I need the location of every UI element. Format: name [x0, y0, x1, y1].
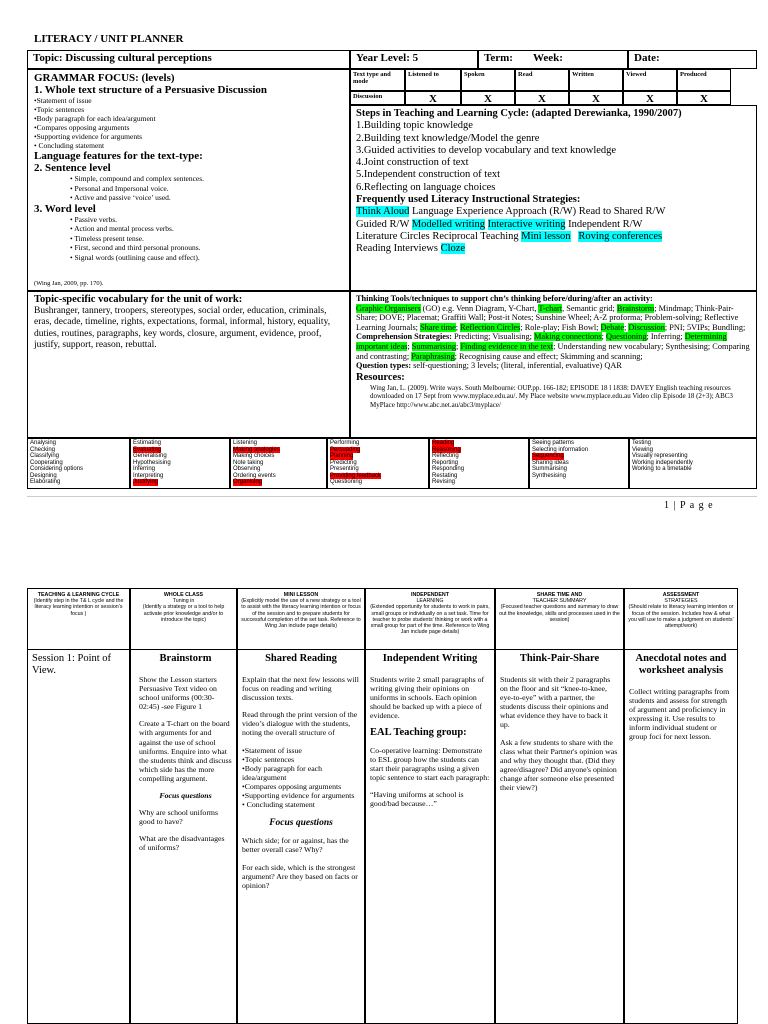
skill-item: Cooperating [30, 459, 63, 466]
header-line: ASSESSMENT [662, 592, 700, 598]
comprehension-text [356, 332, 751, 361]
matrix-header: Read [515, 69, 569, 91]
skill-item: Working independently [632, 459, 693, 466]
word-level-item: • Passive verbs. [70, 214, 117, 224]
resources-heading: Resources: [356, 371, 405, 383]
skill-item: Note taking [233, 459, 264, 466]
session-cell [27, 650, 130, 1024]
matrix-header: Listened to [405, 69, 461, 91]
brainstorm-focus-heading: Focus questions [159, 791, 212, 801]
header-share-time [495, 588, 624, 650]
tool-share-time: Share time [420, 322, 456, 332]
tool-t-chart: T-chart [538, 303, 563, 313]
skill-item: Sequencing [532, 453, 564, 459]
brainstorm-title: Brainstorm [159, 653, 212, 664]
header-line: STRATEGIES [664, 598, 698, 605]
skill-item: Summarising [532, 466, 568, 472]
shared-question-1: Which side; for or against, has the better overall case? Why? [242, 836, 349, 855]
skill-item: Synthesising [532, 472, 567, 479]
skill-item: Reasoning [432, 446, 461, 453]
skill-item: Considering options [30, 466, 84, 472]
skill-item: Seeing patterns [532, 440, 575, 446]
structure-item: •Compares opposing arguments [242, 781, 342, 791]
skill-item: Observing [233, 466, 261, 472]
header-mini-lesson [237, 588, 365, 650]
shared-reading-structure: Read through the print version of the video’s dialogue with the students, noting the overall structure of [242, 710, 358, 738]
skills-column [230, 438, 327, 489]
vocabulary-text: Bushranger, tannery, troopers, stereotypes, social order, education, criminals, eras, decade, timeline, rights, expectations, formal, informal, history, equality, duties, routines, paragraphs, key words, closure, argument, evidence, proof, justify, support, reason, rebuttal. [34, 305, 331, 350]
tool-brainstorm: Brainstorm [616, 303, 655, 313]
skill-item: Presenting [330, 466, 359, 472]
header-line: (Should relate to literacy learning intention or focus of the session. Includes how & what you will use to make a judgment on students’ attempt/work) [628, 604, 734, 630]
brainstorm-question-1: Why are school uniforms good to have? [139, 808, 219, 827]
comp-text: ; Understanding new vocabulary; Synthesising; Comparing and contrasting; [356, 341, 750, 361]
step-item: 6.Reflecting on language choices [356, 181, 496, 193]
comp-text: ; [601, 332, 606, 342]
step-item: 5.Independent construction of text [356, 169, 501, 181]
matrix-mark: X [515, 91, 569, 105]
structure-item: •Topic sentences [34, 105, 85, 114]
tool-graphic-organisers: Graphic Organisers [356, 303, 421, 313]
sentence-level-item: • Active and passive ‘voice’ used. [70, 193, 171, 202]
matrix-row-label: Discussion [350, 91, 405, 105]
skills-column [327, 438, 429, 489]
thinking-skills-grid [27, 438, 757, 489]
skill-item: Interpreting [133, 472, 164, 479]
skill-item: Organising [233, 479, 263, 485]
sentence-level-list [34, 174, 343, 203]
matrix-mark: X [461, 91, 515, 105]
steps-list [356, 120, 751, 194]
sentence-level-item: • Personal and Impersonal voice. [70, 183, 169, 193]
strategy-independent: Independent R/W [565, 218, 643, 230]
skill-item: Elaborating [30, 479, 61, 485]
matrix-header: Produced [677, 69, 731, 91]
language-features-heading: Language features for the text-type: [34, 150, 203, 162]
comp-making-connections: Making connections [534, 332, 602, 342]
structure-item: • Concluding statement [242, 800, 315, 810]
strategies-line-4 [356, 243, 751, 255]
skill-item: Ordering events [233, 472, 276, 479]
term-cell: Term: [478, 50, 528, 69]
share-time-cell [495, 650, 624, 1024]
strategy-interactive-writing: Interactive writing [487, 218, 566, 230]
shared-reading-title: Shared Reading [265, 653, 337, 664]
grammar-focus-heading: GRAMMAR FOCUS: (levels) [34, 72, 175, 84]
skill-item: Selecting information [532, 446, 589, 453]
question-types-text: self-questioning; 3 levels; (literal, inferential, evaluative) QAR [411, 361, 622, 371]
grammar-citation: (Wing Jan, 2009, pp. 170). [34, 280, 104, 287]
header-line: SHARE TIME AND [536, 592, 583, 598]
shared-reading-intro: Explain that the next few lessons will focus on reading and writing discussion texts. [242, 675, 359, 703]
word-level-list [34, 215, 343, 263]
matrix-header: Viewed [623, 69, 677, 91]
matrix-mark: X [569, 91, 623, 105]
header-line: (Identify a strategy or a tool to help activate prior knowledge and/or to introduce the topic) [142, 604, 225, 623]
skills-column [629, 438, 757, 489]
shared-question-2: For each side, which is the strongest argument? Are they based on facts or opinion? [242, 862, 358, 890]
assessment-cell [624, 650, 738, 1024]
structure-item: •Statement of issue [34, 96, 92, 105]
skill-item: Questioning [330, 479, 363, 485]
skill-item: Making analogies [233, 446, 280, 453]
skill-item: Evaluating [133, 446, 162, 453]
strategy-literature-circles: Literature Circles Reciprocal Teaching [356, 230, 522, 242]
strategies-heading: Frequently used Literacy Instructional Strategies: [356, 194, 581, 206]
strategies-line-2 [356, 219, 751, 231]
header-independent [365, 588, 495, 650]
skill-item: Classifying [30, 453, 60, 459]
comp-finding-evidence: Finding evidence in the text [460, 341, 554, 351]
vocabulary-heading: Topic-specific vocabulary for the unit of work: [34, 294, 243, 305]
tool-text: ; [455, 322, 461, 332]
skill-item: Testing [632, 440, 652, 446]
brainstorm-question-2: What are the disadvantages of uniforms? [139, 834, 225, 853]
structure-item: •Statement of issue [242, 745, 302, 755]
skill-item: Justifying [133, 479, 159, 485]
header-line: (Focused teacher questions and summary to draw out the knowledge, skills and processes used in the session) [499, 604, 620, 623]
session-label: Session 1: Point of View. [32, 653, 112, 676]
step-item: 2.Building text knowledge/Model the genre [356, 132, 540, 144]
sentence-level-heading: 2. Sentence level [34, 162, 111, 174]
tool-text: ; Role-play; Fish Bowl; [520, 322, 601, 332]
strategy-reading-interviews: Reading Interviews [356, 243, 441, 255]
sentence-level-item: • Simple, compound and complex sentences. [70, 174, 205, 183]
header-line: TEACHER SUMMARY [532, 598, 587, 605]
skill-item: Predicting [330, 459, 357, 466]
skill-item: Performing [330, 440, 360, 446]
comprehension-heading: Comprehension Strategies: [356, 332, 452, 342]
skill-item: Listening [233, 440, 258, 446]
year-level-cell: Year Level: 5 [350, 50, 478, 69]
comp-paraphrasing: Paraphrasing [411, 351, 455, 361]
skill-item: Planning [330, 453, 354, 459]
matrix-mark: X [623, 91, 677, 105]
structure-item: •Supporting evidence for arguments [34, 132, 143, 141]
skills-column [130, 438, 230, 489]
brainstorm-tchart: Create a T-chart on the board with arguments for and against the use of school uniforms. Enquire into what the students think and discuss which side has the more compelling argument. [139, 719, 232, 783]
thinking-tools-cell [350, 291, 757, 438]
word-level-item: • Timeless present tense. [70, 233, 144, 243]
skill-item: Checking [30, 446, 56, 453]
whole-class-cell [130, 650, 237, 1024]
skill-item: Generalising [133, 453, 167, 459]
matrix-mark: X [677, 91, 731, 105]
tool-text: ; Mindmap; Think-Pair-Share; DOVE; Placemat; Graffiti Wall; Post-it Notes; Sunshine Wheel; A-Z proforma; Problem-solving; Reflective Learning Journals; [356, 303, 739, 332]
strategies-line-3 [356, 231, 751, 243]
whole-text-heading: 1. Whole text structure of a Persuasive Discussion [34, 84, 268, 96]
steps-heading: Steps in Teaching and Learning Cycle: (adapted Derewianka, 1990/2007) [356, 108, 682, 119]
anecdotal-notes-title: Anecdotal notes and worksheet analysis [635, 653, 727, 676]
think-pair-share-task: Students sit with their 2 paragraphs on the floor and sit “knee-to-knee, eye-to-eye” with a partner, the students discuss their opinions and what evidence they have to back it up. [500, 675, 611, 730]
structure-item: •Supporting evidence for arguments [242, 791, 355, 801]
comp-questioning: Questioning [605, 332, 647, 342]
skill-item: Inferring [133, 466, 156, 472]
matrix-header: Written [569, 69, 623, 91]
independent-writing-task: Students write 2 small paragraphs of writing giving their opinions on uniforms in schools. Each opinion should be backed up with a piece of evidence. [370, 675, 485, 721]
brainstorm-video: Show the Lesson starters Persuasive Text video on school uniforms (00:30-02:45) -see Figure 1 [139, 675, 217, 712]
question-types-heading: Question types: [356, 361, 412, 371]
skill-item: Sharing ideas [532, 459, 569, 466]
skill-item: Viewing [632, 446, 653, 453]
comp-text: Predicting; Visualising; [451, 332, 535, 342]
skill-item: Reflecting [432, 453, 459, 459]
date-cell: Date: [628, 50, 757, 69]
skill-item: Analysing [30, 440, 57, 446]
header-line: TEACHING & LEARNING CYCLE [37, 592, 120, 598]
think-pair-share-title: Think-Pair-Share [519, 653, 600, 664]
tool-text: ; [624, 322, 629, 332]
independent-writing-title: Independent Writing [382, 653, 478, 664]
header-assessment [624, 588, 738, 650]
comp-text: ; Recognising cause and effect; Skimming and scanning; [454, 351, 643, 361]
resources-text: Wing Jan, L. (2009). Write ways. South Melbourne: OUP.pp. 166-182; EPISODE 18 l 1838: DAVEY English teaching resources downloaded on 17 Sept from www.myplace.edu.au/. My Place website www.myplace.edu.au Video clip Episode 18 (2+3); ABC3 MyPlace http://www.abc.net.au/abc3/myplace/ [370, 383, 733, 409]
strategy-guided: Guided R/W [356, 218, 412, 230]
skill-item: Visually representing [632, 453, 688, 459]
structure-list [34, 96, 343, 150]
step-item: 1.Building topic knowledge [356, 120, 473, 132]
page-number: 1 | P a g e [664, 500, 714, 511]
comp-summarising: Summarising [411, 341, 457, 351]
structure-item: • Concluding statement [34, 141, 105, 150]
vocabulary-cell [27, 291, 350, 438]
word-level-item: • Action and mental process verbs. [70, 224, 174, 233]
tool-discussion: Discussion [628, 322, 665, 332]
topic-cell: Topic: Discussing cultural perceptions [27, 50, 350, 69]
matrix-header: Spoken [461, 69, 515, 91]
teaching-steps-cell [350, 105, 757, 291]
header-line: MINI LESSON [283, 592, 319, 598]
eal-group-title: EAL Teaching group: [370, 727, 467, 739]
skill-item: Persuading [330, 446, 361, 453]
comp-text: ; [456, 341, 461, 351]
skills-column [429, 438, 529, 489]
tool-reflection-circles: Reflection Circles [460, 322, 521, 332]
header-line: (Extended opportunity for students to work in pairs, small groups or individually on a set task. Time for teacher to probe students’ thinking or work with a small group for part of the time. Reference to Wing Jan include page details) [370, 604, 490, 636]
tool-debate: Debate [600, 322, 625, 332]
tool-text: ; PNI; 5VIPs; Bundling; [664, 322, 746, 332]
skill-item: Reading [432, 440, 455, 446]
strategy-think-aloud: Think Aloud [356, 206, 410, 218]
skill-item: Revising [432, 479, 456, 485]
step-item: 4.Joint construction of text [356, 157, 469, 169]
step-item: 3.Guided activities to develop vocabulary and text knowledge [356, 144, 617, 156]
strategies-line-1 [356, 206, 751, 218]
strategy-modelled-writing: Modelled writing [411, 218, 486, 230]
assessment-task: Collect writing paragraphs from students and assess for strength of argument and proficiency in expressing it. Use results to inform individual student or group foci for next lesson. [629, 687, 730, 742]
thinking-tools-text [356, 304, 751, 333]
skills-column [27, 438, 130, 489]
tool-text: , Semantic grid; [562, 303, 617, 313]
think-pair-share-followup: Ask a few students to share with the class what their Partner's opinion was and why they thought that. (Did they agree/disagree? Did anyone's opinion change after someone else presented their view?) [500, 737, 618, 793]
skill-item: Responding [432, 466, 465, 472]
comp-text: ; [407, 341, 412, 351]
skill-item: Restating [432, 472, 458, 479]
header-line: LEARNING [416, 598, 444, 605]
header-line: INDEPENDENT [411, 592, 449, 598]
shared-focus-heading: Focus questions [269, 818, 333, 829]
matrix-mark: X [405, 91, 461, 105]
eal-topic-sentence: “Having uniforms at school is good/bad because…” [370, 789, 464, 809]
skills-column [529, 438, 629, 489]
tool-text: (GO) e.g. Venn Diagram, Y-Chart, [420, 303, 539, 313]
structure-item: •Topic sentences [242, 754, 295, 764]
text-mode-matrix [350, 69, 757, 105]
eal-group-task: Co-operative learning: Demonstrate to ESL group how the students can start their paragraphs using a given topic sentence to start each paragraph: [370, 745, 490, 782]
strategy-roving-conferences: Roving conferences [578, 230, 663, 242]
structure-item: •Body paragraph for each idea/argument [34, 114, 156, 123]
skill-item: Designing [30, 472, 57, 479]
structure-item: •Compares opposing arguments [34, 123, 130, 132]
strategy-cloze: Cloze [440, 243, 466, 255]
structure-item: •Body paragraph for each idea/argument [242, 763, 323, 782]
skill-item: Working to a timetable [632, 466, 692, 472]
week-cell: Week: [528, 50, 628, 69]
header-whole-class [130, 588, 237, 650]
comp-determining: Determining important ideas [356, 332, 727, 351]
document-title: LITERACY / UNIT PLANNER [34, 33, 184, 45]
grammar-focus-cell [27, 69, 350, 291]
strategy-mini-lesson: Mini lesson [521, 230, 571, 242]
header-teaching-cycle [27, 588, 130, 650]
header-line: WHOLE CLASS [163, 592, 204, 598]
skill-item: Reporting [432, 459, 459, 466]
skill-item: Hypothesising [133, 459, 171, 466]
skill-item: Estimating [133, 440, 162, 446]
header-row [27, 50, 757, 69]
header-line: (Explicitly model the use of a new strategy or a tool to assist with the literacy learning intention or focus of the session and to prepare students for successful completion of the set task. Reference to Wing Jan include page details) [241, 598, 361, 630]
skill-item: Making choices [233, 453, 275, 459]
word-level-heading: 3. Word level [34, 202, 96, 215]
header-line: Tuning in [172, 598, 195, 605]
skill-item: Providing feedback [330, 472, 382, 479]
strategy-lea: Language Experience Approach (R/W) Read to Shared R/W [409, 206, 666, 218]
question-types [356, 361, 751, 371]
thinking-heading: Thinking Tools/techniques to support chn’s thinking before/during/after an activity: [356, 294, 653, 303]
comp-text: ; Inferring; [646, 332, 685, 342]
header-line: (Identify step in the T& L cycle and the literacy learning intention or session’s focus ) [33, 598, 124, 617]
word-level-item: • First, second and third personal pronouns. [70, 243, 201, 252]
structure-list [242, 746, 360, 810]
independent-cell [365, 650, 495, 1024]
matrix-header: Text type and mode [350, 69, 405, 91]
mini-lesson-cell [237, 650, 365, 1024]
word-level-item: • Signal words (outlining cause and effect). [70, 252, 200, 262]
session-plan-table [27, 588, 738, 1024]
page-divider [27, 496, 757, 497]
